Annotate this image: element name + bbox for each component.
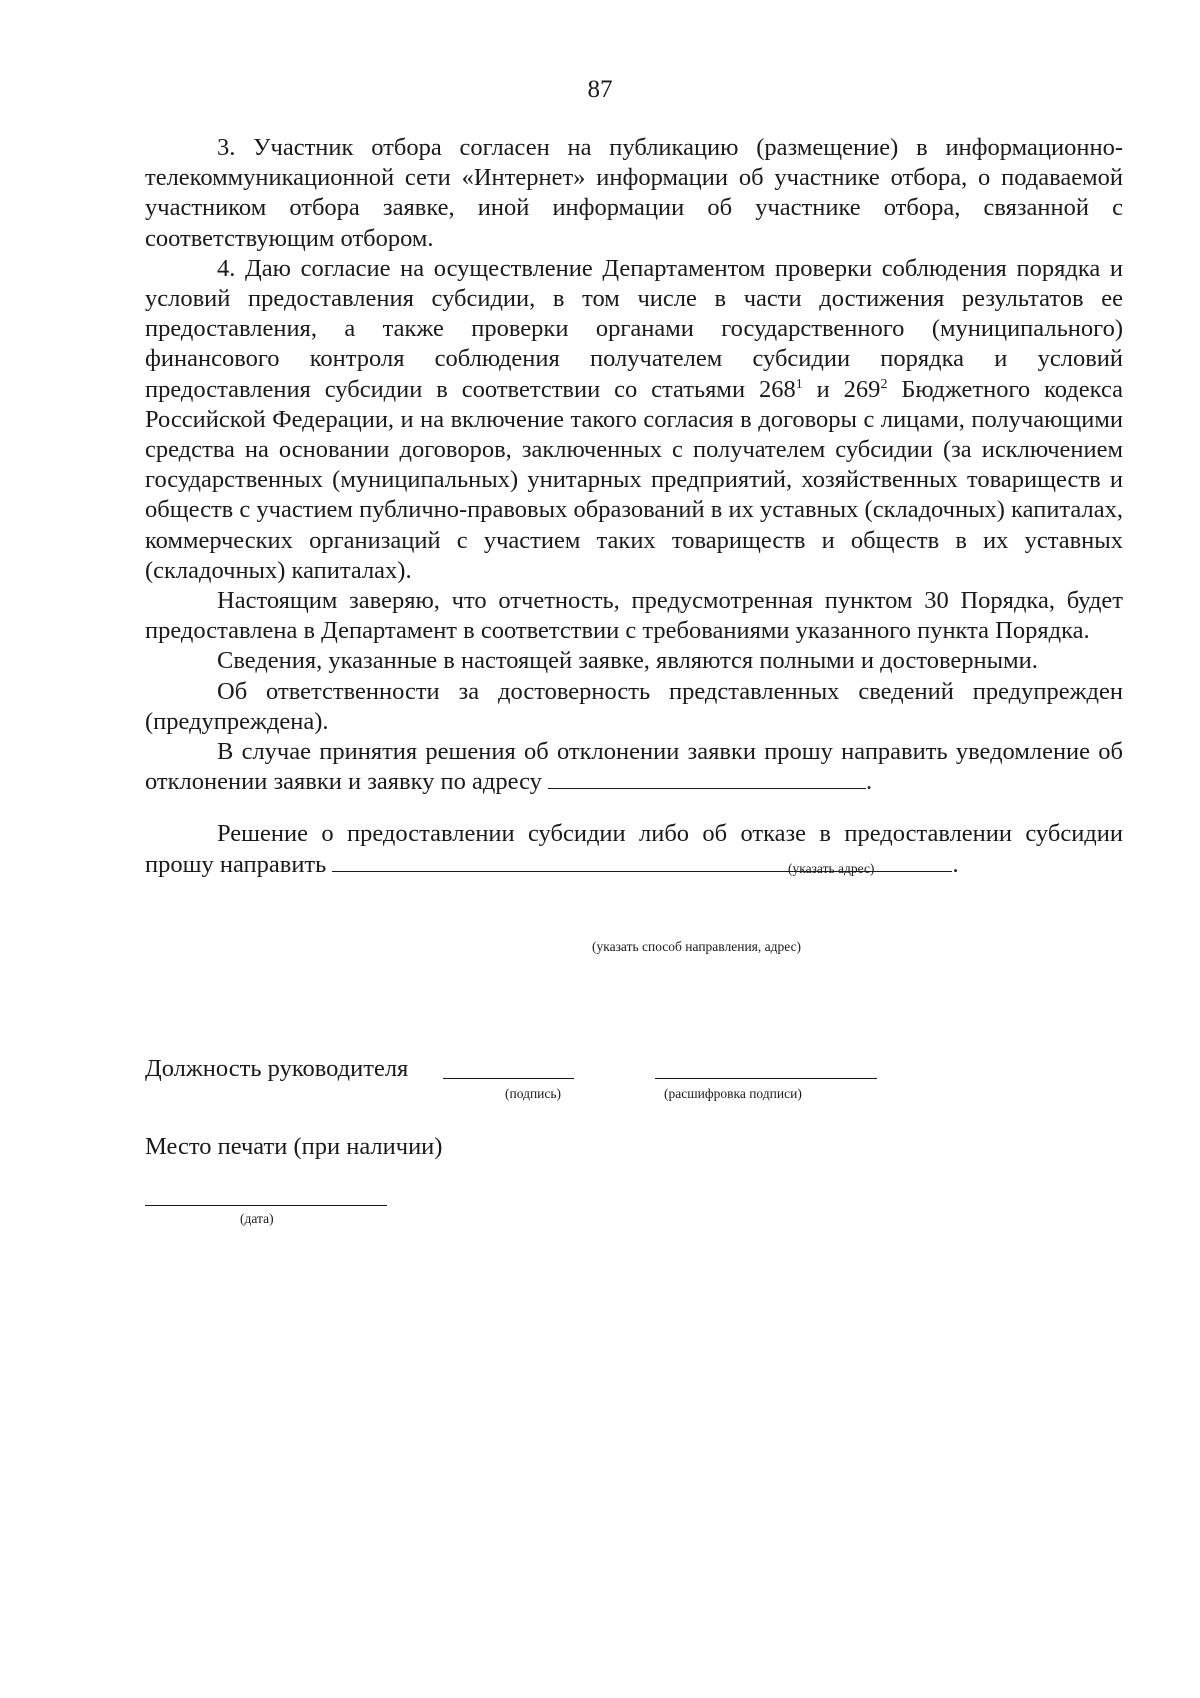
paragraph-consent-inspection (145, 254, 1123, 586)
superscript-2: 2 (880, 376, 888, 392)
rejection-address-period: . (866, 768, 873, 796)
date-line[interactable] (145, 1205, 387, 1206)
signature-line[interactable] (443, 1078, 574, 1079)
caption-signature: (подпись) (505, 1086, 562, 1101)
paragraph-consent-publication: 3. Участник отбора согласен на публикацию (размещение) в информационно-телекоммуникационной сети «Интернет» информации об участнике отбора, о подаваемой участником отбора заявке, иной информации об участнике отбора, связанной с соответствующим отбором. (145, 134, 1123, 252)
paragraph-decision-delivery (145, 819, 1123, 879)
rejection-address-text: В случае принятия решения об отклонении заявки прошу направить уведомление об отклонении заявки и заявку по адресу (145, 738, 1123, 796)
decision-delivery-text: Решение о предоставлении субсидии либо об отказе в предоставлении субсидии прошу направить (145, 820, 1123, 878)
caption-signature-decoding: (расшифровка подписи) (664, 1086, 802, 1101)
paragraph-consent-inspection-part1: 4. Даю согласие на осуществление Департаментом проверки соблюдения порядка и условий предоставления субсидии, в том числе в части достижения результатов ее предоставления, а также проверки органами государственного (муниципального) финансового контроля соблюдения получателем субсидии порядка и условий предоставления субсидии в соответствии со статьями 268 (145, 254, 1123, 403)
paragraph-reporting: Настоящим заверяю, что отчетность, предусмотренная пунктом 30 Порядка, будет предоставлена в Департамент в соответствии с требованиями указанного пункта Порядка. (145, 587, 1123, 645)
stamp-label: Место печати (при наличии) (145, 1133, 443, 1160)
decision-delivery-period: . (952, 850, 959, 878)
paragraph-consent-inspection-part3: Бюджетного кодекса Российской Федерации, и на включение такого согласия в договоры с лицами, получающими средства на основании договоров, заключенных с получателем субсидии (за исключением государственных (муниципальных) унитарных предприятий, хозяйственных товариществ и обществ с участием публично-правовых образований в их уставных (складочных) капиталах, коммерческих организаций с участием таких товариществ и обществ в их уставных (складочных) капиталах). (145, 375, 1123, 584)
superscript-1: 1 (795, 376, 803, 392)
caption-address: (указать адрес) (788, 861, 875, 876)
document-body (145, 133, 1123, 880)
caption-date: (дата) (240, 1211, 274, 1226)
signature-decoding-line[interactable] (655, 1078, 877, 1079)
paragraph-completeness: Сведения, указанные в настоящей заявке, являются полными и достоверными. (217, 647, 1038, 675)
paragraph-rejection-address (145, 737, 1123, 797)
paragraph-responsibility: Об ответственности за достоверность представленных сведений предупрежден (предупреждена). (145, 677, 1123, 735)
caption-delivery-method: (указать способ направления, адрес) (592, 939, 802, 954)
position-label: Должность руководителя (145, 1055, 409, 1082)
page-number: 87 (587, 76, 613, 103)
address-fill-line[interactable] (548, 767, 866, 789)
paragraph-consent-inspection-part2: и 269 (802, 375, 881, 403)
